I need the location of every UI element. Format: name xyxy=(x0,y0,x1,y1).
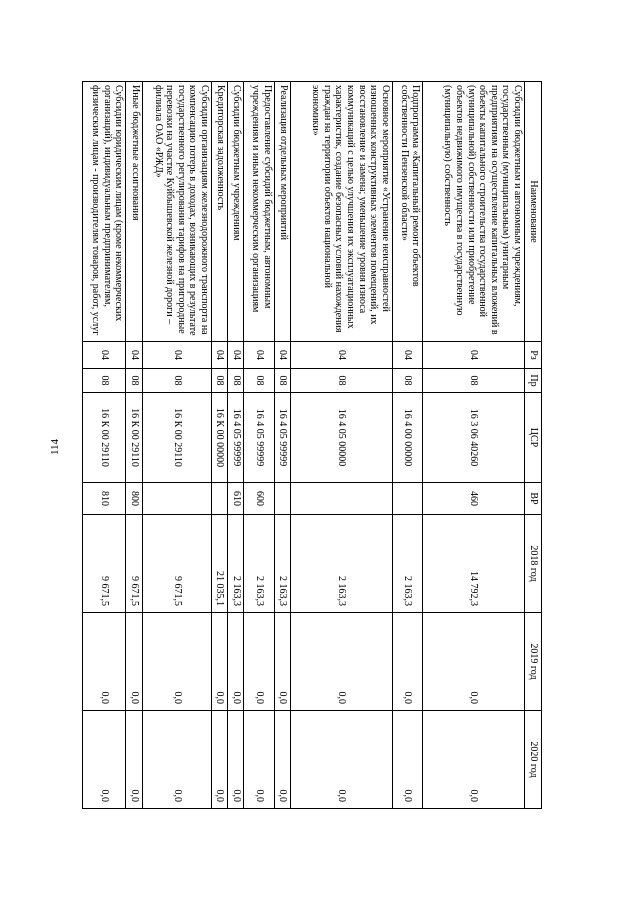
row-vr xyxy=(211,483,227,515)
row-pr: 08 xyxy=(228,369,244,393)
row-2019: 0,0 xyxy=(228,613,244,711)
row-name: Кредиторская задолженность xyxy=(211,82,227,342)
row-2018: 9 671,5 xyxy=(83,515,126,613)
row-name: Субсидии юридическим лицам (кроме некоммерческих организаций), индивидуальным предпринимателям, физическим лицам - производителям товаров, работ, услуг xyxy=(83,82,126,342)
header-2019: 2019 год xyxy=(525,613,542,711)
table-row xyxy=(291,82,393,809)
row-vr: 460 xyxy=(423,483,525,515)
row-2019: 0,0 xyxy=(211,613,227,711)
row-2019: 0,0 xyxy=(83,613,126,711)
row-rz: 04 xyxy=(291,342,393,369)
row-vr xyxy=(142,483,211,515)
row-name: Субсидии организациям железнодорожного транспорта на компенсацию потерь в доходах, возникающих в результате государственного регулирования тарифов на пригородные перевозки на участке Куйбышевской железной дороги – филиала ОАО «РЖД» xyxy=(142,82,211,342)
row-rz: 04 xyxy=(423,342,525,369)
row-2018: 2 163,3 xyxy=(274,515,290,613)
row-rz: 04 xyxy=(228,342,244,369)
row-pr: 08 xyxy=(274,369,290,393)
row-pr: 08 xyxy=(126,369,142,393)
row-vr: 610 xyxy=(228,483,244,515)
header-2018: 2018 год xyxy=(525,515,542,613)
table-header-row xyxy=(525,82,542,809)
row-name: Реализация отдельных мероприятий xyxy=(274,82,290,342)
row-pr: 08 xyxy=(211,369,227,393)
row-pr: 08 xyxy=(392,369,422,393)
row-2020: 0,0 xyxy=(392,711,422,809)
row-pr: 08 xyxy=(423,369,525,393)
row-2019: 0,0 xyxy=(142,613,211,711)
row-2018: 2 163,3 xyxy=(291,515,393,613)
row-rz: 04 xyxy=(142,342,211,369)
row-rz: 04 xyxy=(83,342,126,369)
row-vr xyxy=(291,483,393,515)
table-row xyxy=(228,82,244,809)
row-csr: 16 К 00 29110 xyxy=(126,393,142,483)
row-2020: 0,0 xyxy=(291,711,393,809)
row-2019: 0,0 xyxy=(274,613,290,711)
row-2018: 9 671,5 xyxy=(126,515,142,613)
row-vr: 600 xyxy=(244,483,274,515)
row-2018: 2 163,3 xyxy=(392,515,422,613)
row-name: Субсидии бюджетным и автономным учреждениям, государственным (муниципальным) унитарным предприятиям на осуществление капитальных вложений в объекты капитального строительства государственной (муниципальной) собственности или приобретение объектов недвижимого имущества в государственную (муниципальную) собственность xyxy=(423,82,525,342)
row-vr xyxy=(274,483,290,515)
table-row xyxy=(274,82,290,809)
row-name: Предоставление субсидий бюджетным, автономным учреждениям и иным некоммерческим организациям xyxy=(244,82,274,342)
table-row xyxy=(392,82,422,809)
row-2020: 0,0 xyxy=(142,711,211,809)
header-rz: Рз xyxy=(525,342,542,369)
row-2020: 0,0 xyxy=(126,711,142,809)
row-2019: 0,0 xyxy=(291,613,393,711)
header-vr: ВР xyxy=(525,483,542,515)
table-row xyxy=(142,82,211,809)
row-2018: 2 163,3 xyxy=(228,515,244,613)
row-2020: 0,0 xyxy=(211,711,227,809)
table-row xyxy=(83,82,126,809)
row-csr: 16 4 05 99999 xyxy=(228,393,244,483)
row-2018: 9 671,5 xyxy=(142,515,211,613)
budget-table xyxy=(82,81,542,809)
row-csr: 16 К 00 00000 xyxy=(211,393,227,483)
row-rz: 04 xyxy=(211,342,227,369)
row-2018: 14 792,3 xyxy=(423,515,525,613)
row-2020: 0,0 xyxy=(274,711,290,809)
row-2019: 0,0 xyxy=(392,613,422,711)
row-2020: 0,0 xyxy=(244,711,274,809)
page-number: 114 xyxy=(49,438,61,456)
row-2019: 0,0 xyxy=(126,613,142,711)
row-vr: 810 xyxy=(83,483,126,515)
row-2018: 2 163,3 xyxy=(244,515,274,613)
row-pr: 08 xyxy=(142,369,211,393)
row-2019: 0,0 xyxy=(423,613,525,711)
row-2018: 21 035,1 xyxy=(211,515,227,613)
row-vr: 800 xyxy=(126,483,142,515)
header-name: Наименование xyxy=(525,82,542,342)
row-pr: 08 xyxy=(244,369,274,393)
row-rz: 04 xyxy=(244,342,274,369)
table-container xyxy=(82,81,542,808)
row-name: Иные бюджетные ассигнования xyxy=(126,82,142,342)
header-csr: ЦСР xyxy=(525,393,542,483)
row-csr: 16 4 05 99999 xyxy=(244,393,274,483)
row-name: Подпрограмма «Капитальный ремонт объектов собственности Пензенской области» xyxy=(392,82,422,342)
row-csr: 16 3 06 40260 xyxy=(423,393,525,483)
row-pr: 08 xyxy=(291,369,393,393)
row-2020: 0,0 xyxy=(83,711,126,809)
table-row xyxy=(211,82,227,809)
row-2019: 0,0 xyxy=(244,613,274,711)
table-row xyxy=(423,82,525,809)
row-csr: 16 4 05 00000 xyxy=(291,393,393,483)
table-row xyxy=(244,82,274,809)
row-vr xyxy=(392,483,422,515)
row-rz: 04 xyxy=(274,342,290,369)
header-2020: 2020 год xyxy=(525,711,542,809)
row-rz: 04 xyxy=(392,342,422,369)
row-csr: 16 4 00 00000 xyxy=(392,393,422,483)
rotated-table-frame xyxy=(82,81,542,808)
row-csr: 16 К 00 29110 xyxy=(83,393,126,483)
row-name: Субсидии бюджетным учреждениям xyxy=(228,82,244,342)
row-2020: 0,0 xyxy=(423,711,525,809)
row-pr: 08 xyxy=(83,369,126,393)
row-2020: 0,0 xyxy=(228,711,244,809)
row-csr: 16 К 00 29110 xyxy=(142,393,211,483)
row-rz: 04 xyxy=(126,342,142,369)
row-name: Основное мероприятие «Устранение неисправностей изношенных конструктивных элементов помещений, их восстановление и замена; уменьшение уровня износа коммуникаций с целью улучшения их эксплуатационных характеристик, создание безопасных условий нахождения граждан на территории объектов национальной экономики» xyxy=(291,82,393,342)
header-pr: Пр xyxy=(525,369,542,393)
table-row xyxy=(126,82,142,809)
row-csr: 16 4 05 99999 xyxy=(274,393,290,483)
